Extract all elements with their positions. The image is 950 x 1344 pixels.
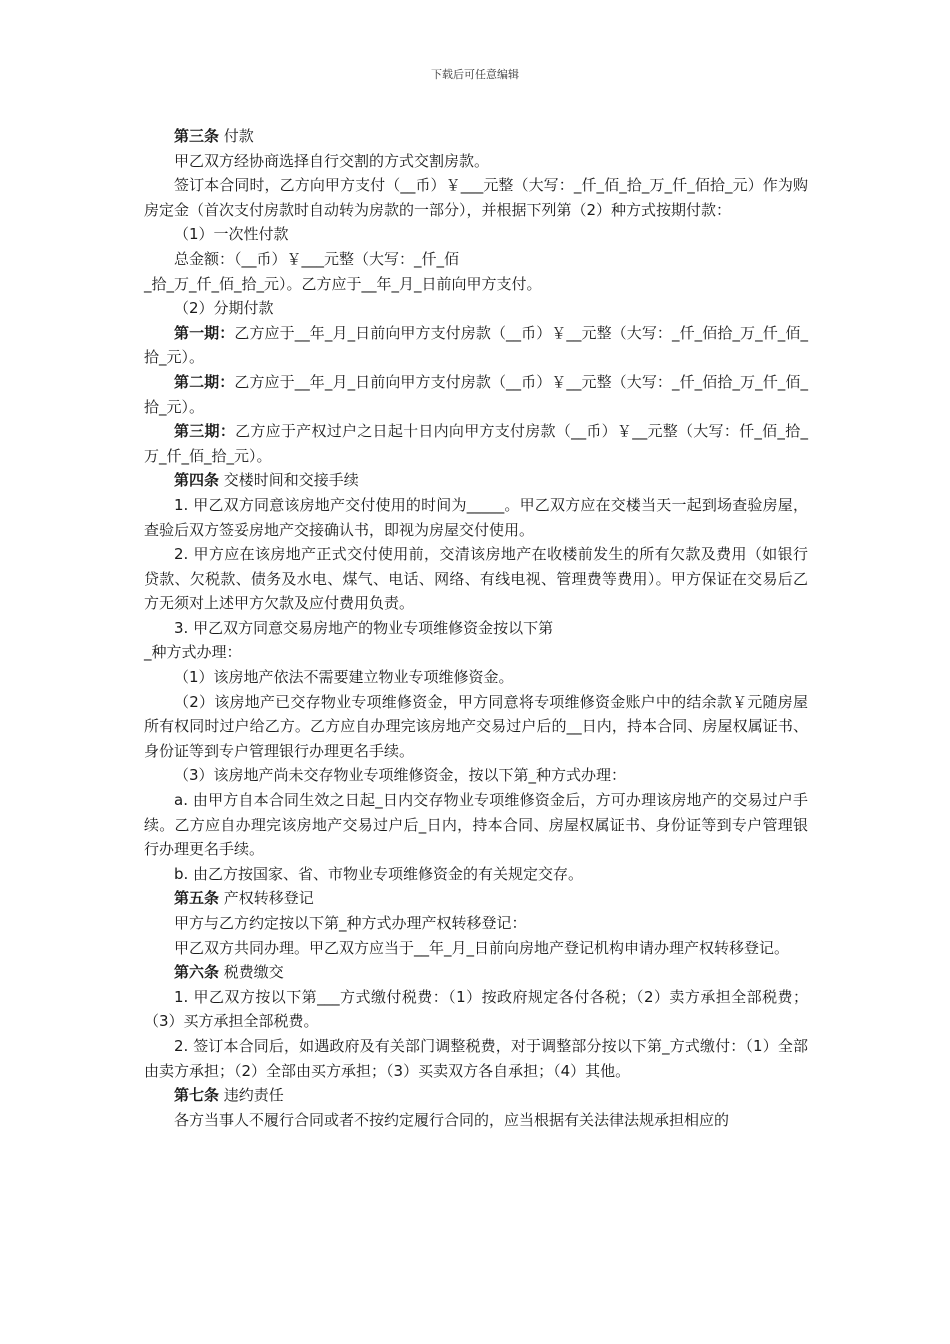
paragraph: 2. 签订本合同后，如遇政府及有关部门调整税费，对于调整部分按以下第_方式缴付：（1）全部由卖方承担；（2）全部由买方承担；（3）买卖双方各自承担；（4）其他。	[144, 1036, 808, 1080]
paragraph: _拾_万_仟_佰_拾_元）。乙方应于__年_月_日前向甲方支付。	[144, 274, 542, 293]
section-heading	[144, 419, 808, 468]
paragraph: _种方式办理：	[144, 643, 242, 662]
paragraph: 2. 甲方应在该房地产正式交付使用前，交清该房地产在收楼前发生的所有欠款及费用（如银行贷款、欠税款、债务及水电、煤气、电话、网络、有线电视、管理费等费用）。甲方保证在交易后乙方无须对上述甲方欠款及应付费用负责。	[144, 545, 808, 613]
heading-label: 第三期：	[174, 422, 236, 441]
heading-label: 第五条	[174, 889, 220, 908]
section-heading	[144, 321, 808, 370]
paragraph: 甲乙双方共同办理。甲乙双方应当于__年_月_日前向房地产登记机构申请办理产权转移登记。	[174, 938, 790, 957]
paragraph: 3. 甲乙双方同意交易房地产的物业专项维修资金按以下第	[174, 618, 554, 637]
heading-text: 违约责任	[219, 1086, 284, 1105]
section-heading	[144, 468, 808, 493]
heading-text: 税费缴交	[219, 963, 284, 982]
section-heading	[144, 886, 808, 911]
paragraph: 甲方与乙方约定按以下第_种方式办理产权转移登记：	[174, 914, 527, 932]
heading-label: 第一期：	[174, 323, 235, 342]
heading-label: 第六条	[174, 963, 220, 982]
paragraph: （2）分期付款	[174, 299, 274, 318]
section-heading	[144, 1083, 808, 1108]
heading-label: 第三条	[174, 127, 220, 145]
heading-text: 交楼时间和交接手续	[219, 471, 359, 490]
paragraph: （2）该房地产已交存物业专项维修资金，甲方同意将专项维修资金账户中的结余款￥元随房屋所有权同时过户给乙方。乙方应自办理完该房地产交易过户后的__日内，持本合同、房屋权属证书、身份证等到专户管理银行办理更名手续。	[144, 692, 808, 760]
paragraph: 1. 甲乙双方按以下第___方式缴付税费：（1）按政府规定各付各税；（2）卖方承担全部税费；（3）买方承担全部税费。	[144, 987, 808, 1031]
paragraph: 各方当事人不履行合同或者不按约定履行合同的，应当根据有关法律法规承担相应的	[174, 1110, 730, 1129]
heading-label: 第七条	[174, 1086, 220, 1105]
paragraph: （1）一次性付款	[174, 225, 289, 244]
paragraph: 签订本合同时，乙方向甲方支付（__币）￥___元整（大写：_仟_佰_拾_万_仟_佰拾_元）作为购房定金（首次支付房款时自动转为房款的一部分），并根据下列第（2）种方式按期付款：	[144, 176, 808, 219]
paragraph: a. 由甲方自本合同生效之日起_日内交存物业专项维修资金后，方可办理该房地产的交易过户手续。乙方应自办理完该房地产交易过户后_日内，持本合同、房屋权属证书、身份证等到专户管理银行办理更名手续。	[144, 791, 808, 859]
page-header: 下载后可任意编辑	[431, 68, 519, 81]
paragraph: 甲乙双方经协商选择自行交割的方式交割房款。	[174, 151, 490, 170]
paragraph: 1. 甲乙双方同意该房地产交付使用的时间为_____。甲乙双方应在交楼当天一起到场查验房屋，查验后双方签妥房地产交接确认书，即视为房屋交付使用。	[144, 495, 808, 539]
paragraph: 总金额：（__币）￥___元整（大写：_仟_佰	[174, 249, 460, 268]
heading-text: 付款	[219, 127, 254, 145]
heading-label: 第二期：	[174, 372, 235, 391]
heading-text: 乙方应于__年_月_日前向甲方支付房款（__币）￥__元整（大写：_仟_佰拾_万_仟_佰_拾_元）。	[144, 372, 808, 416]
section-heading	[144, 124, 808, 149]
paragraph: （1）该房地产依法不需要建立物业专项维修资金。	[174, 668, 514, 687]
section-heading	[144, 370, 808, 419]
section-heading	[144, 960, 808, 985]
heading-label: 第四条	[174, 471, 220, 490]
document-body	[144, 124, 808, 1132]
heading-text: 产权转移登记	[219, 889, 314, 908]
paragraph: （3）该房地产尚未交存物业专项维修资金，按以下第_种方式办理：	[174, 766, 627, 785]
paragraph: b. 由乙方按国家、省、市物业专项维修资金的有关规定交存。	[174, 864, 584, 883]
heading-text: 乙方应于产权过户之日起十日内向甲方支付房款（__币）￥__元整（大写：仟_佰_拾_万_仟_佰_拾_元）。	[144, 422, 808, 465]
heading-text: 乙方应于__年_月_日前向甲方支付房款（__币）￥__元整（大写：_仟_佰拾_万_仟_佰_拾_元）。	[144, 323, 808, 367]
